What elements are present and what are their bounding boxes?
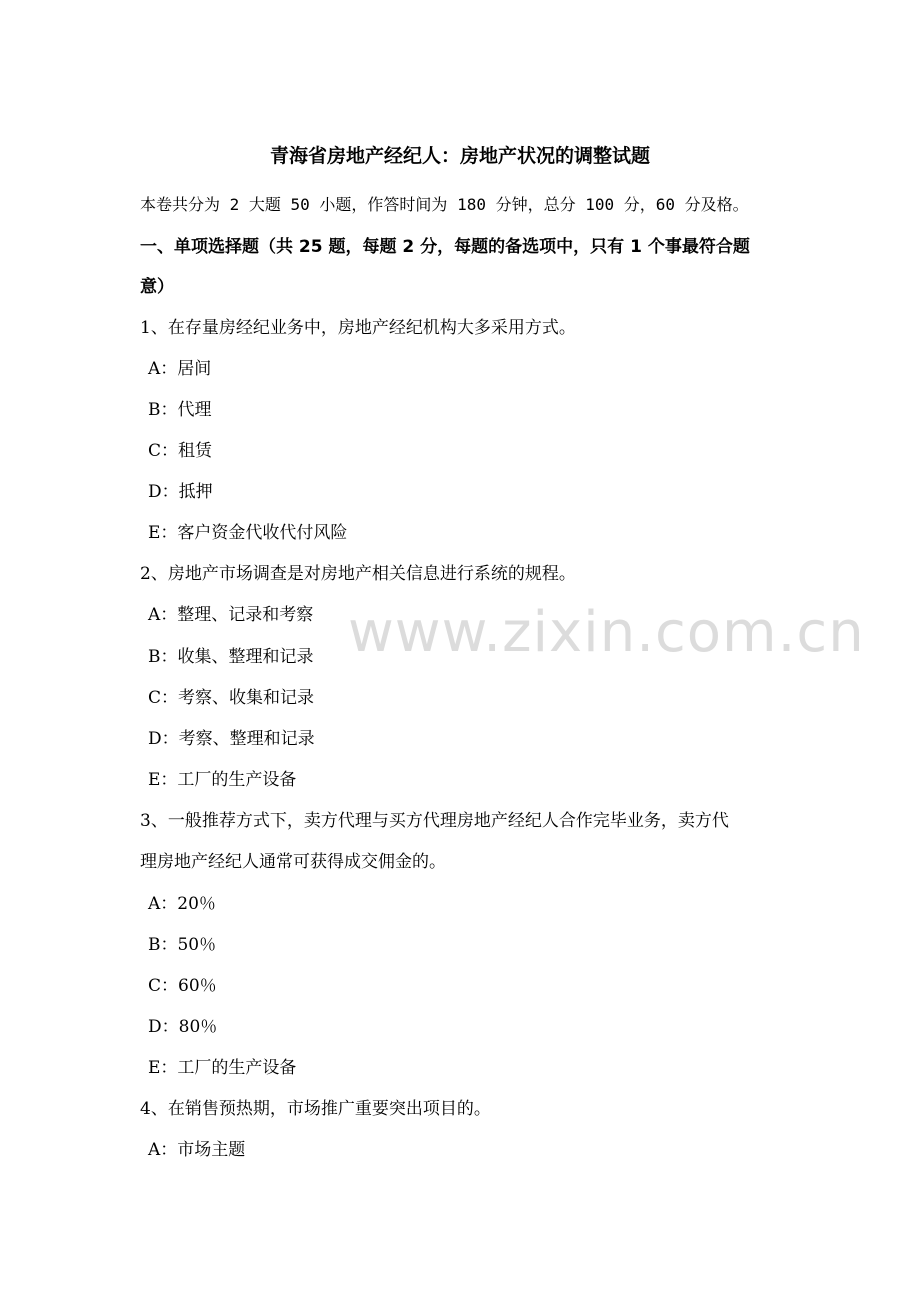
section-heading-line1: 一、单项选择题（共 25 题，每题 2 分，每题的备选项中，只有 1 个事最符合题 [140, 237, 750, 257]
page-title: 青海省房地产经纪人：房地产状况的调整试题 [269, 145, 650, 167]
question-1-option-c: C：租赁 [148, 441, 213, 461]
question-3-option-c: C：60％ [148, 976, 217, 996]
question-2-option-d: D：考察、整理和记录 [148, 729, 315, 749]
question-2-option-c: C：考察、收集和记录 [148, 688, 315, 708]
question-3-option-e: E：工厂的生产设备 [148, 1058, 297, 1078]
question-3-option-d: D：80％ [148, 1017, 218, 1037]
question-4-option-a: A：市场主题 [148, 1140, 246, 1160]
question-2-option-b: B：收集、整理和记录 [148, 647, 314, 667]
question-3-option-a: A：20％ [148, 894, 216, 914]
question-1-option-d: D：抵押 [148, 482, 213, 502]
question-1-text: 1、在存量房经纪业务中，房地产经纪机构大多采用方式。 [140, 318, 576, 338]
question-2-option-e: E：工厂的生产设备 [148, 770, 297, 790]
question-3-text-line1: 3、一般推荐方式下，卖方代理与买方代理房地产经纪人合作完毕业务，卖方代 [140, 811, 729, 831]
question-1-option-e: E：客户资金代收代付风险 [148, 523, 348, 543]
question-4-text: 4、在销售预热期，市场推广重要突出项目的。 [140, 1099, 491, 1119]
question-1-option-a: A：居间 [148, 359, 212, 379]
watermark: www.zixin.com.cn [348, 600, 865, 665]
question-3-text-line2: 理房地产经纪人通常可获得成交佣金的。 [140, 852, 446, 872]
section-heading-line2: 意） [140, 277, 174, 297]
exam-intro: 本卷共分为 2 大题 50 小题，作答时间为 180 分钟，总分 100 分，60 分及格。 [140, 195, 749, 214]
question-1-option-b: B：代理 [148, 400, 212, 420]
question-3-option-b: B：50％ [148, 935, 217, 955]
question-2-text: 2、房地产市场调查是对房地产相关信息进行系统的规程。 [140, 564, 576, 584]
question-2-option-a: A：整理、记录和考察 [148, 605, 314, 625]
